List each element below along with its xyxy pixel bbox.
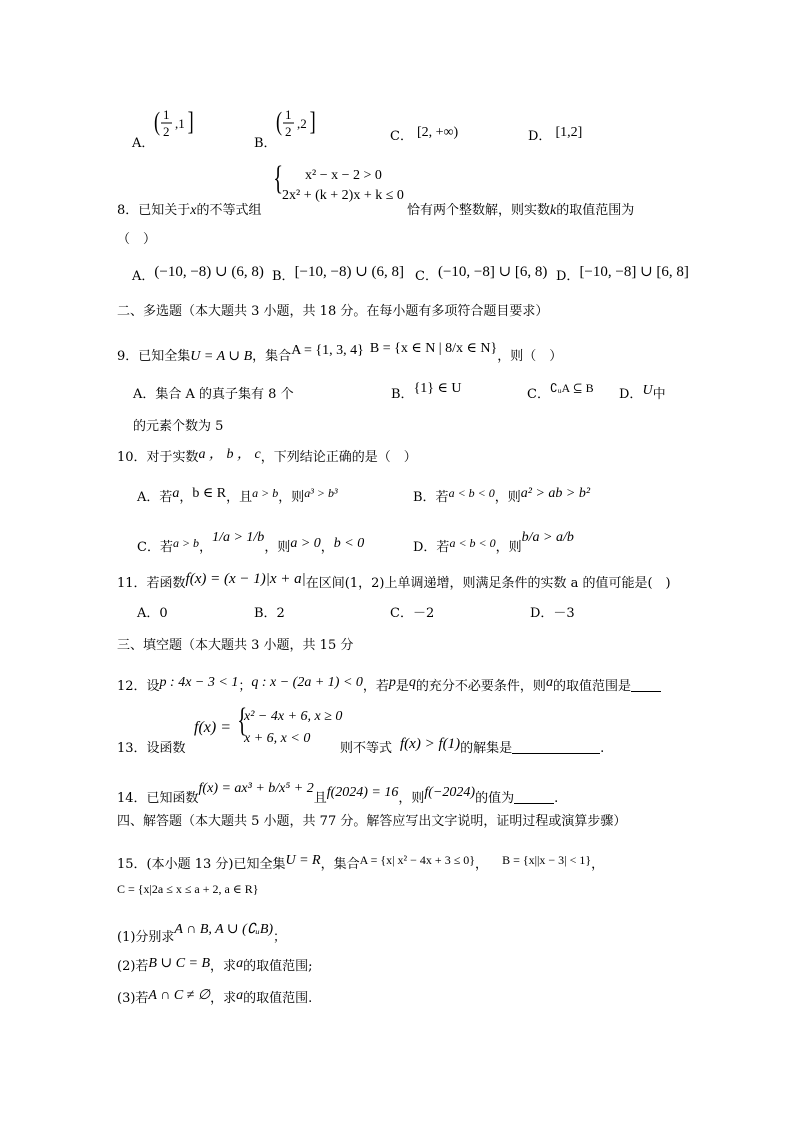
svg-text:2: 2 bbox=[163, 124, 170, 139]
q12-var-q: q bbox=[408, 675, 416, 690]
q11-option-b: B．2 bbox=[254, 606, 285, 621]
q15-part-2-var: a bbox=[236, 956, 244, 971]
q8-stem-tail bbox=[407, 199, 634, 219]
q9-option-d-continued: 的元素个数为 5 bbox=[133, 419, 224, 434]
q8-var-x: x bbox=[190, 203, 197, 218]
q7-option-b-math bbox=[276, 104, 328, 144]
q8-stem bbox=[117, 199, 262, 219]
q10-option-c-m3: 1/a > 1/b bbox=[212, 530, 265, 545]
q10-option-a-label: A．若 bbox=[137, 490, 173, 505]
q10-option-c-m7: b < 0 bbox=[333, 536, 365, 551]
q10-option-b-label: B．若 bbox=[413, 490, 449, 505]
q9-option-c-value: ∁ᵤA ⊆ B bbox=[549, 381, 594, 395]
q7-option-d-label: D． bbox=[528, 129, 552, 144]
q9-option-a: A．集合 A 的真子集有 8 个 bbox=[133, 387, 294, 402]
q13-mid: 则不等式 bbox=[340, 741, 393, 756]
q7-option-d-value: [1,2] bbox=[555, 125, 583, 140]
q8-option-b-value: [−10, −8) ∪ (6, 8] bbox=[294, 264, 405, 280]
q10-vars: a ， b ， c bbox=[198, 447, 261, 462]
q12-sep: ； bbox=[238, 679, 252, 694]
q12-condition-p: p : 4x − 3 < 1 bbox=[159, 675, 239, 690]
q15-mid: ，集合 bbox=[320, 857, 360, 872]
q12-var-a: a bbox=[545, 675, 553, 690]
q13-case-2: x + 6, x < 0 bbox=[244, 731, 311, 746]
q11-option-d: D．－3 bbox=[530, 606, 575, 621]
q10-option-a-m2: ， bbox=[179, 490, 193, 505]
q14-tail: 的值为 bbox=[475, 791, 515, 806]
svg-text:2: 2 bbox=[285, 124, 292, 139]
q10-option-a-m7: a³ > b³ bbox=[304, 486, 338, 500]
q15-part-3-prefix: (3)若 bbox=[117, 991, 149, 1006]
q8-option-c-value: (−10, −8] ∪ [6, 8) bbox=[437, 264, 548, 280]
q15-stem bbox=[117, 853, 604, 873]
q13-piecewise-brace: { bbox=[237, 702, 248, 739]
q10-option-c-m2: ， bbox=[199, 540, 213, 555]
q15-part-2 bbox=[117, 955, 312, 975]
q15-end: ， bbox=[591, 857, 605, 872]
q7-option-a-label: A． bbox=[132, 136, 155, 151]
q8-option-b-label: B． bbox=[272, 269, 295, 284]
q11-tail: 在区间(1，2)上单调递增，则满足条件的实数 a 的值可能是( ) bbox=[305, 576, 671, 591]
q10-option-d-m1: a < b < 0 bbox=[449, 536, 496, 550]
q14-stem bbox=[117, 781, 559, 807]
q12-mid: ，若 bbox=[362, 679, 389, 694]
q8-answer-paren: （ ） bbox=[117, 232, 157, 247]
q15-part-2-prefix: (2)若 bbox=[117, 959, 149, 974]
q15-prefix: 15．(本小题 13 分)已知全集 bbox=[117, 857, 286, 872]
q9-tail: ，则（ ） bbox=[497, 349, 563, 364]
svg-text:]: ] bbox=[187, 106, 194, 136]
q15-set-b: B = {x||x − 3| < 1} bbox=[502, 853, 592, 867]
q10-option-a bbox=[137, 486, 338, 506]
svg-text:]: ] bbox=[309, 106, 316, 136]
q15-part-3-mid: ，求 bbox=[210, 991, 237, 1006]
q9-set-b: B = {x ∈ N | 8/x ∈ N} bbox=[369, 341, 498, 356]
q13-f-label: f(x) = bbox=[194, 719, 231, 736]
q10-option-d-m2: ，则 bbox=[495, 540, 522, 555]
q7-option-d bbox=[528, 125, 582, 145]
q13-case-1: x² − 4x + 6, x ≥ 0 bbox=[244, 709, 343, 724]
q8-tail: 恰有两个整数解，则实数 bbox=[407, 203, 551, 218]
q15-part-1-prefix: (1)分别求 bbox=[117, 930, 175, 945]
q15-part-1-end: ； bbox=[273, 930, 287, 945]
q8-tail2: 的取值范围为 bbox=[556, 203, 635, 218]
q8-var-k: k bbox=[550, 203, 557, 218]
q12-mid2: 是 bbox=[395, 679, 409, 694]
q8-option-b bbox=[272, 265, 404, 285]
q11-stem bbox=[117, 572, 671, 592]
q13-inequality: f(x) > f(1) bbox=[400, 736, 461, 752]
q12-prefix: 12．设 bbox=[117, 679, 160, 694]
q9-universal-set: U = A ∪ B bbox=[190, 349, 253, 364]
q8-option-a bbox=[132, 265, 264, 285]
q10-option-b-m3: a² > ab > b² bbox=[520, 486, 591, 501]
q10-option-a-m4: ，且 bbox=[226, 490, 253, 505]
q10-option-c-label: C．若 bbox=[137, 540, 173, 555]
q10-option-d-label: D．若 bbox=[413, 540, 450, 555]
q14-condition: f(2024) = 16 bbox=[326, 785, 399, 800]
q9-option-c bbox=[527, 383, 594, 402]
q8-option-d bbox=[556, 265, 689, 285]
q8-option-c bbox=[415, 265, 547, 285]
q9-option-d bbox=[619, 383, 666, 403]
q7-option-c bbox=[390, 125, 458, 145]
q15-part-1-expr: A ∩ B, A ∪ (∁ᵤB) bbox=[174, 922, 274, 937]
q10-option-d-m3: b/a > a/b bbox=[521, 530, 574, 545]
q10-tail: ，下列结论正确的是（ ） bbox=[260, 450, 417, 465]
q9-option-b bbox=[391, 383, 461, 403]
q9-option-d-tail: 中 bbox=[652, 387, 666, 402]
q14-function: f(x) = ax³ + b/x⁵ + 2 bbox=[198, 781, 314, 796]
section-3-heading: 三、填空题（本大题共 3 小题，共 15 分 bbox=[117, 638, 354, 653]
q11-function: f(x) = (x − 1)|x + a| bbox=[185, 571, 306, 587]
q13-tail-line bbox=[340, 737, 604, 757]
q15-part-3-var: a bbox=[236, 988, 244, 1003]
q10-option-d bbox=[413, 530, 574, 556]
q9-stem bbox=[117, 341, 563, 365]
svg-text:1: 1 bbox=[285, 107, 292, 122]
q15-universal-set: U = R bbox=[285, 853, 321, 868]
q10-option-a-m1: a bbox=[172, 486, 180, 501]
q14-mid: 且 bbox=[313, 791, 327, 806]
q13-answer-blank[interactable] bbox=[512, 740, 600, 754]
q11-option-c: C．－2 bbox=[390, 606, 435, 621]
q14-target: f(−2024) bbox=[424, 785, 476, 800]
q12-condition-q: q : x − (2a + 1) < 0 bbox=[251, 675, 363, 690]
svg-text:,1: ,1 bbox=[175, 116, 185, 131]
q9-option-d-var: U bbox=[642, 383, 653, 398]
q13-end: . bbox=[600, 741, 605, 756]
q8-mid: 的不等式组 bbox=[196, 203, 262, 218]
q15-sep: ， bbox=[475, 857, 489, 872]
q9-option-d-label: D． bbox=[619, 387, 643, 402]
q12-mid3: 的充分不必要条件，则 bbox=[415, 679, 546, 694]
q12-tail: 的取值范围是 bbox=[552, 679, 631, 694]
q8-inequality-1: x² − x − 2 > 0 bbox=[305, 168, 382, 183]
q7-option-c-label: C． bbox=[390, 129, 413, 144]
q14-end: . bbox=[554, 791, 559, 806]
q8-prefix: 8．已知关于 bbox=[117, 203, 191, 218]
q9-option-c-label: C． bbox=[527, 387, 550, 402]
q8-option-d-label: D． bbox=[556, 269, 580, 284]
svg-text:(: ( bbox=[154, 106, 161, 136]
q9-option-b-value: {1} ∈ U bbox=[413, 381, 462, 396]
q8-option-c-label: C． bbox=[415, 269, 438, 284]
q8-option-a-value: (−10, −8) ∪ (6, 8) bbox=[154, 264, 264, 280]
q10-stem bbox=[117, 446, 417, 466]
q10-option-b bbox=[413, 486, 590, 506]
svg-text:,2: ,2 bbox=[297, 116, 307, 131]
q10-option-c-m6: ， bbox=[320, 540, 334, 555]
svg-text:1: 1 bbox=[163, 107, 170, 122]
q10-option-b-m1: a < b < 0 bbox=[448, 486, 495, 500]
q9-mid: ，集合 bbox=[252, 349, 292, 364]
q7-option-a-math bbox=[154, 104, 206, 144]
q11-prefix: 11．若函数 bbox=[117, 576, 186, 591]
q12-var-p: p bbox=[388, 675, 396, 690]
q7-option-c-value: [2, +∞) bbox=[416, 125, 459, 140]
q13-stem: 13．设函数 bbox=[117, 741, 186, 756]
q15-part-3-expr: A ∩ C ≠ ∅ bbox=[148, 988, 211, 1003]
section-2-heading: 二、多选题（本大题共 3 小题，共 18 分。在每小题有多项符合题目要求） bbox=[117, 304, 549, 319]
q9-prefix: 9．已知全集 bbox=[117, 349, 191, 364]
q12-answer-blank[interactable] bbox=[631, 678, 661, 692]
q9-set-a: A = {1, 3, 4} bbox=[291, 343, 364, 358]
q12-stem bbox=[117, 675, 661, 695]
q9-option-b-label: B． bbox=[391, 387, 414, 402]
q15-part-3 bbox=[117, 987, 312, 1007]
q15-set-a: A = {x| x² − 4x + 3 ≤ 0} bbox=[359, 853, 476, 867]
q8-system-brace: { bbox=[273, 160, 284, 197]
q10-option-a-m3: b ∈ R bbox=[192, 486, 227, 501]
q10-prefix: 10．对于实数 bbox=[117, 450, 199, 465]
q8-option-a-label: A． bbox=[132, 269, 155, 284]
q10-option-c bbox=[137, 530, 365, 556]
q8-inequality-2: 2x² + (k + 2)x + k ≤ 0 bbox=[282, 188, 404, 203]
q10-option-a-m5: a > b bbox=[252, 486, 279, 500]
section-4-heading: 四、解答题（本大题共 5 小题，共 77 分。解答应写出文字说明，证明过程或演算步骤） bbox=[117, 814, 627, 829]
q14-prefix: 14．已知函数 bbox=[117, 791, 199, 806]
svg-text:(: ( bbox=[276, 106, 283, 136]
q10-option-b-m2: ，则 bbox=[494, 490, 521, 505]
q15-set-c: C = {x|2a ≤ x ≤ a + 2, a ∈ R} bbox=[117, 882, 259, 896]
q7-option-b-label: B． bbox=[254, 136, 277, 151]
q15-part-1 bbox=[117, 922, 287, 946]
q15-part-2-mid: ，求 bbox=[210, 959, 237, 974]
q13-tail: 的解集是 bbox=[460, 741, 513, 756]
q11-option-a: A．0 bbox=[137, 606, 168, 621]
q10-option-c-m1: a > b bbox=[172, 536, 200, 550]
q8-option-d-value: [−10, −8] ∪ [6, 8] bbox=[579, 264, 689, 280]
q15-part-3-tail: 的取值范围. bbox=[243, 991, 313, 1006]
q10-option-c-m4: ，则 bbox=[264, 540, 291, 555]
q14-mid2: ，则 bbox=[398, 791, 425, 806]
q15-part-2-expr: B ∪ C = B bbox=[148, 956, 211, 971]
q14-answer-blank[interactable] bbox=[514, 790, 554, 804]
q10-option-c-m5: a > 0 bbox=[290, 536, 321, 551]
q10-option-a-m6: ，则 bbox=[278, 490, 305, 505]
q15-part-2-tail: 的取值范围; bbox=[243, 959, 313, 974]
